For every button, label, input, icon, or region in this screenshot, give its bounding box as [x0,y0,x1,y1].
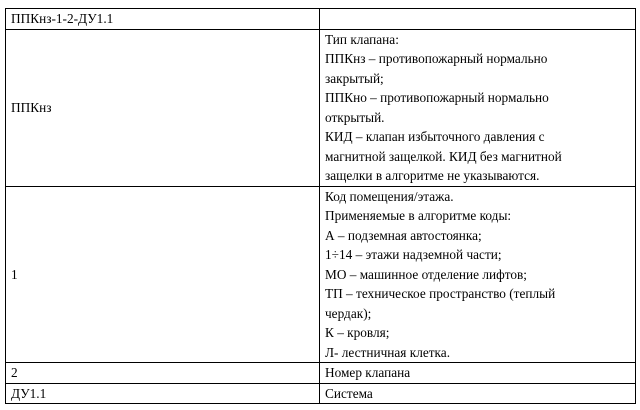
designation-cell: 1 [6,186,320,363]
designation-table [5,8,636,404]
table-row [6,383,636,404]
description-line: ППКно – противопожарный нормально [325,90,549,105]
designation-cell: ДУ1.1 [6,383,320,404]
description-cell [320,186,636,363]
description-line: ППКнз – противопожарный нормально [325,51,548,66]
description-line: открытый. [325,109,385,125]
description-line: чердак); [325,305,372,321]
description-line: магнитной защелкой. КИД без магнитной [325,148,562,164]
description-line: 1÷14 – этажи надземной части; [325,247,502,262]
table-row [6,186,636,363]
description-line: ТП – техническое пространство (теплый [325,286,556,301]
table-row [6,29,636,186]
description-line: А – подземная автостоянка; [325,227,482,243]
description-line: Код помещения/этажа. [325,188,454,204]
description-line: закрытый; [325,70,384,86]
description-cell: Система [320,383,636,404]
description-line: Л- лестничная клетка. [325,344,451,360]
designation-cell: ППКнз [6,29,320,186]
table-row [6,9,636,30]
designation-cell: ППКнз-1-2-ДУ1.1 [6,9,320,30]
description-cell: Номер клапана [320,363,636,384]
description-cell [320,29,636,186]
table-row [6,363,636,384]
description-line: МО – машинное отделение лифтов; [325,266,527,282]
description-line: Применяемые в алгоритме коды: [325,208,512,223]
description-line: КИД – клапан избыточного давления с [325,129,545,144]
designation-cell: 2 [6,363,320,384]
description-line: Тип клапана: [325,31,399,47]
description-cell [320,9,636,30]
description-line: К – кровля; [325,325,390,340]
description-line: защелки в алгоритме не указываются. [325,168,540,183]
